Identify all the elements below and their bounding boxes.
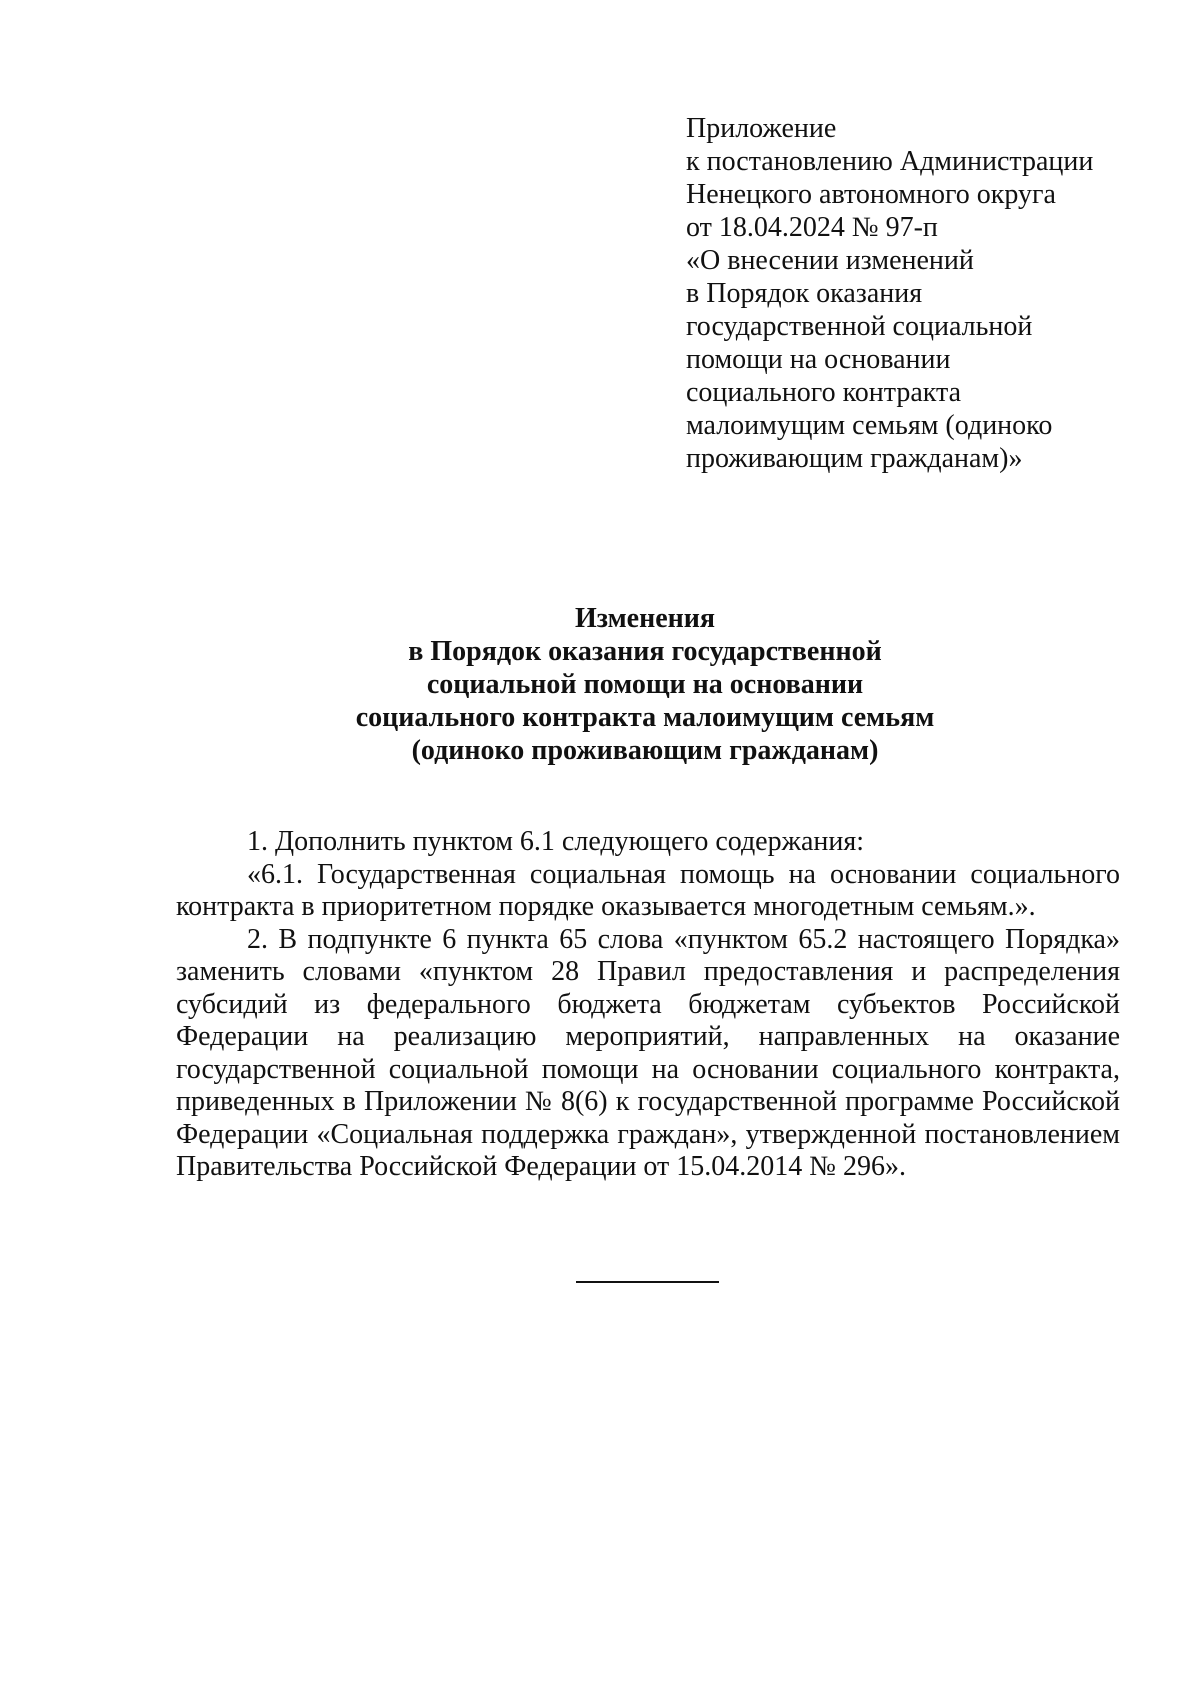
- title-line: социального контракта малоимущим семьям: [355, 702, 935, 733]
- appendix-line: от 18.04.2024 № 97-п: [686, 212, 938, 243]
- appendix-line: проживающим гражданам)»: [686, 443, 1023, 474]
- appendix-line: государственной социальной: [686, 311, 1033, 342]
- appendix-line: помощи на основании: [686, 344, 951, 375]
- appendix-line: Приложение: [686, 113, 837, 144]
- title-line: Изменения: [574, 603, 716, 634]
- title-line: (одиноко проживающим гражданам): [411, 735, 879, 766]
- title-line: в Порядок оказания государственной: [408, 636, 882, 667]
- body-paragraph: «6.1. Государственная социальная помощь на основании социального контракта в приоритетном порядке оказывается многодетным семьям.».: [176, 858, 1120, 922]
- body-paragraph: 1. Дополнить пунктом 6.1 следующего содержания:: [247, 826, 865, 857]
- title-line: социальной помощи на основании: [426, 669, 864, 700]
- appendix-line: малоимущим семьям (одиноко: [686, 410, 1053, 441]
- appendix-line: к постановлению Администрации: [686, 146, 1094, 177]
- body-paragraph: 2. В подпункте 6 пункта 65 слова «пунктом 65.2 настоящего Порядка» заменить словами «пунктом 28 Правил предоставления и распределения субсидий из федерального бюджета бюджетам субъектов Российской Федерации на реализацию мероприятий, направленных на оказание государственной социальной помощи на основании социального контракта, приведенных в Приложении № 8(6) к государственной программе Российской Федерации «Социальная поддержка граждан», утвержденной постановлением Правительства Российской Федерации от 15.04.2014 № 296».: [176, 923, 1120, 1182]
- document-body: [176, 826, 1120, 1184]
- document-title: [150, 602, 1140, 767]
- appendix-line: в Порядок оказания: [686, 278, 923, 309]
- appendix-line: «О внесении изменений: [686, 245, 974, 276]
- appendix-line: Ненецкого автономного округа: [686, 179, 1056, 210]
- appendix-line: социального контракта: [686, 377, 961, 408]
- appendix-header: [686, 112, 1126, 475]
- end-separator-line: [576, 1281, 719, 1283]
